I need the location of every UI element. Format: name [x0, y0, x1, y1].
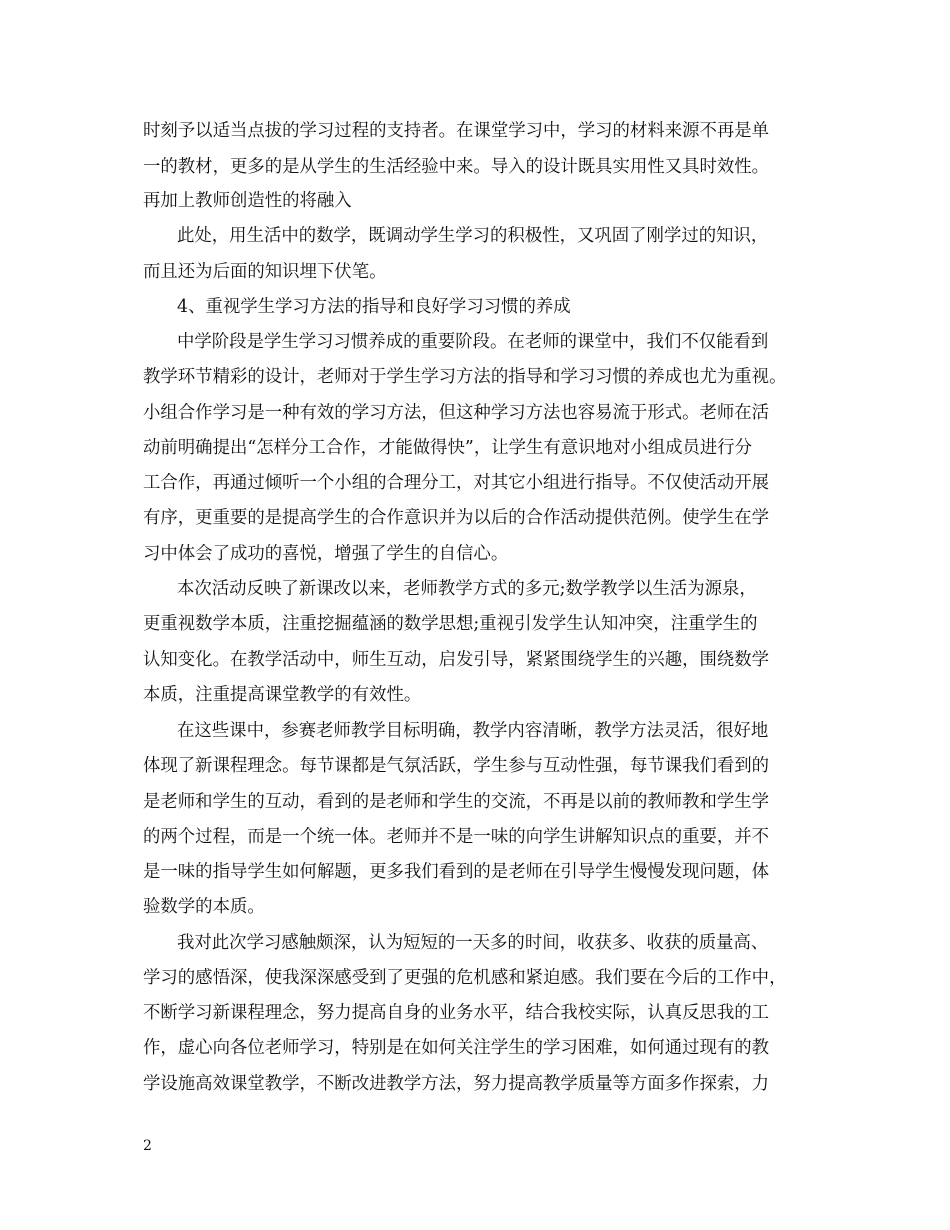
- text-line: 是老师和学生的互动，看到的是老师和学生的交流，不再是以前的教师教和学生学: [143, 792, 770, 812]
- text-line: 的两个过程，而是一个统一体。老师并不是一味的向学生讲解知识点的重要，并不: [143, 827, 770, 847]
- text-line: 中学阶段是学生学习习惯养成的重要阶段。在老师的课堂中，我们不仅能看到: [177, 332, 769, 352]
- text-line: 我对此次学习感触颇深，认为短短的一天多的时间，收获多、收获的质量高、: [177, 933, 769, 953]
- text-line: 验数学的本质。: [143, 897, 265, 917]
- text-line: 工合作，再通过倾听一个小组的合理分工，对其它小组进行指导。不仅使活动开展: [143, 473, 770, 493]
- text-line: 教学环节精彩的设计，老师对于学生学习方法的指导和学习习惯的养成也尤为重视。: [143, 367, 787, 387]
- text-line: 更重视数学本质，注重挖掘蕴涵的数学思想;重视引发学生认知冲突，注重学生的: [143, 614, 758, 634]
- text-line: 是一味的指导学生如何解题，更多我们看到的是老师在引导学生慢慢发现问题，体: [143, 862, 770, 882]
- text-line: 而且还为后面的知识埋下伏笔。: [143, 262, 387, 282]
- text-line: 不断学习新课程理念，努力提高自身的业务水平，结合我校实际，认真反思我的工: [143, 1003, 770, 1023]
- text-line: 动前明确提出“怎样分工合作，才能做得快”，让学生有意识地对小组成员进行分: [143, 438, 753, 458]
- page-number: 2: [143, 1138, 152, 1154]
- text-line: 学习的感悟深，使我深深感受到了更强的危机感和紧迫感。我们要在今后的工作中，: [143, 968, 787, 988]
- text-line: 在这些课中，参赛老师教学目标明确，教学内容清晰，教学方法灵活，很好地: [177, 721, 769, 741]
- text-line: 体现了新课程理念。每节课都是气氛活跃，学生参与互动性强，每节课我们看到的: [143, 756, 770, 776]
- text-line: 作，虚心向各位老师学习，特别是在如何关注学生的学习困难，如何通过现有的教: [143, 1038, 770, 1058]
- text-line: 此处，用生活中的数学，既调动学生学习的积极性，又巩固了刚学过的知识，: [177, 226, 769, 246]
- text-line: 时刻予以适当点拔的学习过程的支持者。在课堂学习中，学习的材料来源不再是单: [143, 121, 770, 141]
- text-line: 有序，更重要的是提高学生的合作意识并为以后的合作活动提供范例。使学生在学: [143, 508, 770, 528]
- text-line: 小组合作学习是一种有效的学习方法，但这种学习方法也容易流于形式。老师在活: [143, 403, 770, 423]
- text-line: 本质，注重提高课堂教学的有效性。: [143, 685, 422, 705]
- section-heading: 4、重视学生学习方法的指导和良好学习习惯的养成: [177, 297, 571, 317]
- text-line: 本次活动反映了新课改以来，老师教学方式的多元;数学教学以生活为源泉，: [177, 579, 757, 599]
- text-line: 认知变化。在教学活动中，师生互动，启发引导，紧紧围绕学生的兴趣，围绕数学: [143, 650, 770, 670]
- text-line: 一的教材，更多的是从学生的生活经验中来。导入的设计既具实用性又具时效性。: [143, 157, 770, 177]
- text-line: 习中体会了成功的喜悦，增强了学生的自信心。: [143, 544, 509, 564]
- text-line: 再加上教师创造性的将融入: [143, 191, 352, 211]
- text-line: 学设施高效课堂教学，不断改进教学方法，努力提高教学质量等方面多作探索，力: [143, 1074, 770, 1094]
